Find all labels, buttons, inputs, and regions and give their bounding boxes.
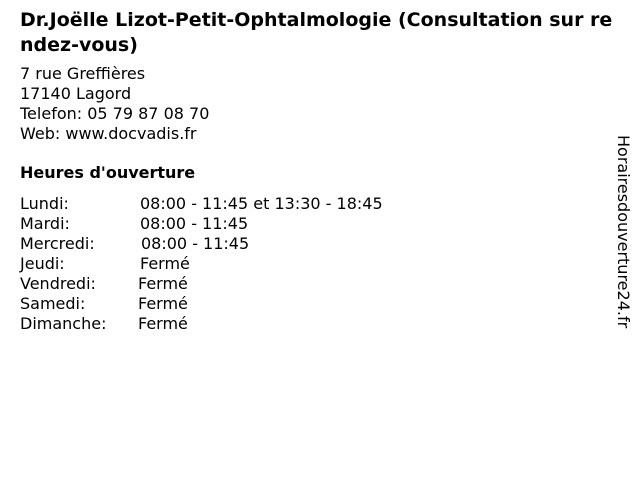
address-block bbox=[20, 64, 209, 144]
hours-value: Fermé bbox=[140, 254, 190, 273]
hours-value: 08:00 - 11:45 bbox=[140, 214, 249, 233]
day-label: Mercredi: bbox=[20, 234, 95, 253]
hours-value: Fermé bbox=[138, 314, 188, 333]
hours-heading: Heures d'ouverture bbox=[20, 163, 196, 182]
hours-value: Fermé bbox=[138, 294, 188, 313]
page-title: Dr.Joëlle Lizot-Petit-Ophtalmologie (Consultation sur rendez-vous) bbox=[20, 9, 613, 56]
hours-value: 08:00 - 11:45 bbox=[141, 234, 250, 253]
website: Web: www.docvadis.fr bbox=[20, 124, 197, 143]
hours-value: 08:00 - 11:45 et 13:30 - 18:45 bbox=[140, 194, 383, 213]
day-label: Dimanche: bbox=[20, 314, 107, 333]
day-label: Mardi: bbox=[20, 214, 70, 233]
hours-value: Fermé bbox=[138, 274, 188, 293]
day-label: Samedi: bbox=[20, 294, 86, 313]
day-label: Vendredi: bbox=[20, 274, 96, 293]
day-label: Lundi: bbox=[20, 194, 69, 213]
day-label: Jeudi: bbox=[20, 254, 65, 273]
address-city: 17140 Lagord bbox=[20, 84, 132, 103]
address-street: 7 rue Greffières bbox=[20, 64, 146, 83]
site-watermark: Horairesdouverture24.fr bbox=[614, 135, 633, 329]
phone-number: Telefon: 05 79 87 08 70 bbox=[20, 104, 210, 123]
